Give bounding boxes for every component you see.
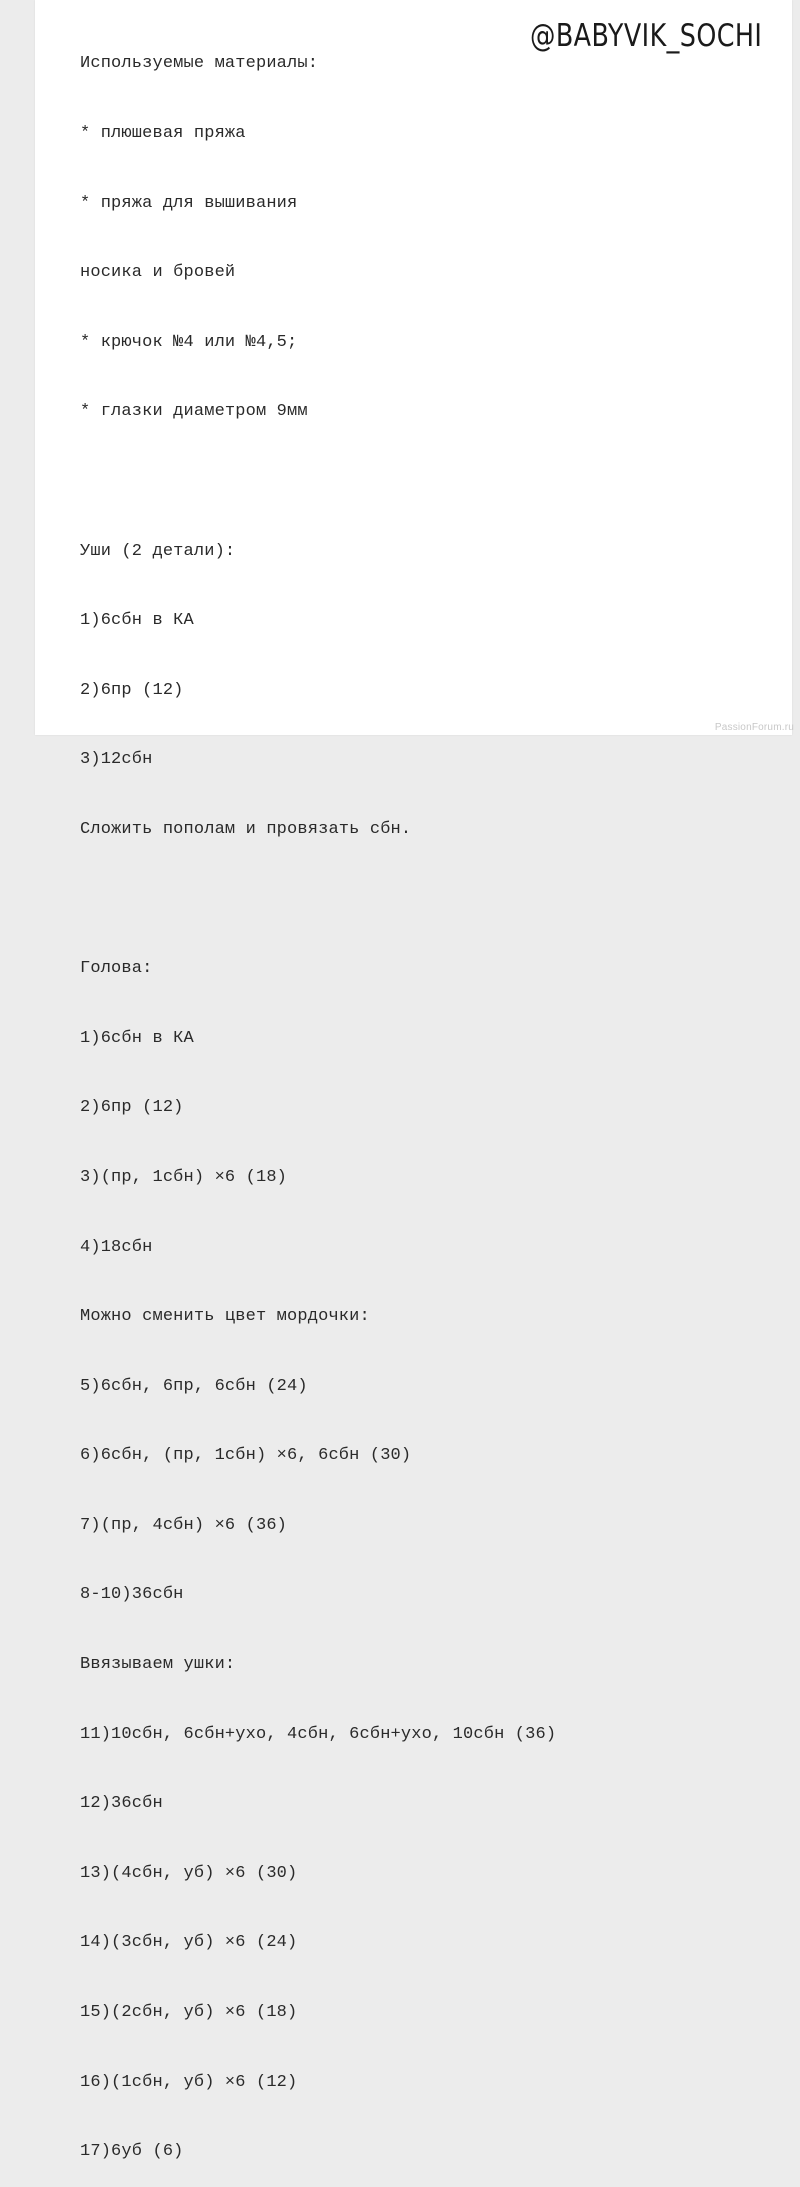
text-line: * плюшевая пряжа <box>80 124 246 143</box>
text-line: 2)6пр (12) <box>80 1098 184 1118</box>
site-watermark: PassionForum.ru <box>714 722 794 733</box>
text-line: 7)(пр, 4сбн) ×6 (36) <box>80 1515 288 1535</box>
blank-line <box>80 470 556 493</box>
text-line: 1)6сбн в КА <box>80 1028 194 1048</box>
text-line: 16)(1сбн, уб) ×6 (12) <box>80 2072 298 2092</box>
section-heading-ears: Уши (2 детали): <box>80 541 236 561</box>
text-line: * пряжа для вышивания <box>80 193 298 213</box>
text-line: 5)6сбн, 6пр, 6сбн (24) <box>80 1376 308 1396</box>
text-line: 3)12сбн <box>80 750 153 770</box>
text-line: 1)6сбн в КА <box>80 611 194 631</box>
text-line: Ввязываем ушки: <box>80 1655 236 1675</box>
instagram-watermark: @BABYVIK_SOCHI <box>530 18 763 54</box>
text-line: 11)10сбн, 6сбн+ухо, 4сбн, 6сбн+ухо, 10сбн (36) <box>80 1724 557 1744</box>
text-line: 6)6сбн, (пр, 1сбн) ×6, 6сбн (30) <box>80 1446 412 1466</box>
text-line: 4)18сбн <box>80 1237 153 1257</box>
text-line: 14)(3сбн, уб) ×6 (24) <box>80 1933 298 1953</box>
blank-line <box>80 888 556 911</box>
pattern-text <box>80 6 556 2187</box>
section-heading-head: Голова: <box>80 959 153 979</box>
text-line: 3)(пр, 1сбн) ×6 (18) <box>80 1167 288 1187</box>
text-line: 17)6уб (6) <box>80 2142 184 2162</box>
text-line: Можно сменить цвет мордочки: <box>80 1307 370 1327</box>
text-line: 12)36сбн <box>80 1794 163 1814</box>
text-line: 8-10)36сбн <box>80 1585 184 1605</box>
text-line: * крючок №4 или №4,5; <box>80 332 298 352</box>
text-line: 2)6пр (12) <box>80 680 184 700</box>
text-line: Используемые материалы: <box>80 54 319 74</box>
text-line: Сложить пополам и провязать сбн. <box>80 819 412 839</box>
text-line: 15)(2сбн, уб) ×6 (18) <box>80 2003 298 2023</box>
text-line: носика и бровей <box>80 263 236 283</box>
text-line: * глазки диаметром 9мм <box>80 402 308 422</box>
text-line: 13)(4сбн, уб) ×6 (30) <box>80 1863 298 1883</box>
